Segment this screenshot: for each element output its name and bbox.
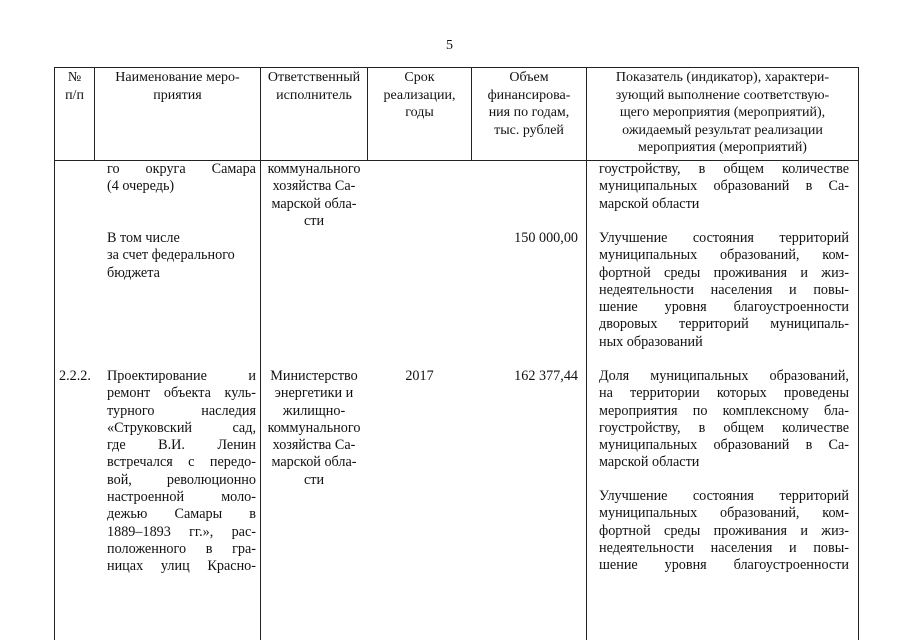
word: 1889–1893 [107,523,171,540]
word: округа [145,161,186,177]
text-line: Объем [509,70,549,85]
text-line: коммунального [267,161,361,177]
justified-line [599,505,849,522]
word: гг.», [189,523,214,540]
word: Проектирование [107,368,207,384]
word: состояния [692,488,754,504]
word: гоустройству, [599,419,681,436]
word: вой, [107,471,132,488]
word: населения [710,539,773,556]
word: населения [710,281,773,298]
header-responsible [261,69,367,104]
word: Са- [828,437,849,454]
text-line: ных образований [599,333,703,350]
word: количестве [782,419,849,436]
text-line: Ответственный [267,70,361,85]
word: проживания [713,264,787,281]
row3-indicator-improvement [599,488,849,574]
word: революционно [166,471,256,488]
text-line: хозяйства Са- [272,178,356,195]
word: Самара [211,161,256,177]
word: повы- [813,539,849,556]
word: в [805,437,813,454]
word: передо- [209,454,256,471]
row1-responsible [261,161,367,230]
word: муниципальных [599,437,698,454]
word: моло- [221,489,256,506]
justified-line [599,557,849,574]
word: проживания [713,522,787,539]
text-line: хозяйства Са- [272,437,356,454]
justified-line [599,178,849,195]
word: недеятельности [599,539,694,556]
word: муниципальных [599,178,698,195]
word: образований, [769,368,849,384]
word: образований, [720,505,800,522]
word: где [107,437,126,454]
word: Самары [174,506,223,523]
word: жиз- [821,264,849,281]
word: с [188,454,195,471]
word: среды [664,264,701,281]
word: общем [723,419,764,436]
row2-funding: 150 000,00 [514,230,578,246]
word: по [692,402,708,419]
text-line: сти [303,212,325,229]
word: территорий [679,316,749,333]
justified-line [599,540,849,557]
table-header [55,67,858,161]
word: положенного [107,540,187,557]
text-line: п/п [65,87,84,103]
word: территории [630,385,700,402]
text-line: за счет федерального [107,247,235,264]
word: благоустроенности [733,299,849,316]
justified-line [107,420,256,437]
word: гра- [232,540,256,557]
text-line: жилищно- [282,402,346,419]
word: Доля [599,368,630,384]
word: ком- [822,505,849,522]
justified-line [107,368,256,385]
word: в [698,161,706,177]
row3-responsible [261,368,367,489]
word: го [107,161,120,177]
measures-table [54,67,859,640]
word: рас- [231,523,256,540]
word: и [800,264,808,281]
word: в [805,178,813,195]
word: уровня [664,557,707,574]
word: дежью [107,506,148,523]
text-line: тыс. рублей [494,122,564,138]
text-line: зующий выполнение соответствую- [615,87,830,103]
text-line: энергетики и [274,385,354,402]
word: шение [599,299,638,316]
justified-line [599,282,849,299]
word: ком- [822,247,849,264]
word: повы- [813,281,849,298]
word: фортной [599,264,651,281]
justified-line [107,161,256,178]
word: которых [716,385,767,402]
header-name [95,69,260,104]
word: шение [599,557,638,574]
justified-line [599,161,849,178]
text-line: щего мероприятия (мероприятий), [619,105,826,120]
justified-line [599,420,849,437]
text-line: Министерство [270,368,358,384]
row3-name [107,368,256,576]
justified-line [599,265,849,282]
word: в [205,540,213,557]
word: ницах [107,558,144,575]
word: проведены [783,385,849,402]
word: встречался [107,454,173,471]
word: муниципаль- [770,316,849,333]
word: недеятельности [599,281,694,298]
page-number: 5 [446,38,453,53]
word: В.И. [158,437,185,454]
word: на [599,385,613,402]
word: Улучшение [599,488,668,504]
row3-indicator-share [599,368,849,472]
word: мероприятия [599,402,678,419]
word: среды [664,522,701,539]
justified-line [599,316,849,333]
word: «Струковский [107,419,192,436]
word: Красно- [207,558,256,575]
justified-line [107,437,256,454]
justified-line [107,558,256,575]
header-term [368,69,471,122]
justified-line [599,403,849,420]
row3-num: 2.2.2. [59,368,91,384]
word: муниципальных [599,247,698,264]
header-num [55,69,94,104]
justified-line [599,523,849,540]
justified-line [599,488,849,505]
justified-line [107,385,256,402]
text-line: приятия [153,87,202,103]
text-line: годы [405,105,434,120]
text-line: исполнитель [276,87,352,103]
justified-line [107,541,256,558]
row1-name [107,161,256,196]
word: комплексному [722,402,809,419]
word: территорий [779,488,849,504]
header-indicator [587,69,858,157]
header-funding [472,69,586,139]
word: турного [107,402,155,419]
text-line: Наименование меро- [115,70,240,85]
text-line: № [67,70,82,85]
word: образований, [720,247,800,264]
justified-line [107,524,256,541]
word: фортной [599,522,651,539]
justified-line [599,230,849,247]
justified-line [599,368,849,385]
text-line: сти [303,471,325,488]
row1-indicator [599,161,849,213]
word: муниципальных [599,505,698,522]
text-line: марской обла- [271,454,357,471]
word: гоустройству, [599,161,681,177]
row3-funding: 162 377,44 [514,368,578,384]
word: общем [723,161,764,177]
word: образований [713,178,790,195]
word: наследия [201,402,256,419]
word: и [789,281,797,298]
word: Са- [828,178,849,195]
word: куль- [224,385,256,402]
word: настроенной [107,489,185,506]
text-line: (4 очередь) [107,178,175,195]
row3-term: 2017 [405,368,434,384]
word: благоустроенности [733,557,849,574]
text-line: финансирова- [487,87,571,103]
justified-line [599,299,849,316]
text-line: ния по годам, [488,105,570,120]
text-line: марской области [599,195,700,212]
word: бла- [824,402,849,419]
word: Ленин [217,437,256,454]
word: муниципальных [650,368,749,384]
word: в [698,419,706,436]
word: образований [713,437,790,454]
justified-line [599,247,849,264]
word: дворовых [599,316,658,333]
text-line: марской области [599,454,700,471]
text-line: В том числе [107,230,180,246]
justified-line [599,437,849,454]
word: улиц [160,558,190,575]
word: жиз- [821,522,849,539]
text-line: ожидаемый результат реализации [622,122,823,138]
word: и [789,539,797,556]
justified-line [599,385,849,402]
text-line: коммунального [267,419,361,436]
justified-line [107,472,256,489]
word: Улучшение [599,230,668,246]
row2-indicator [599,230,849,351]
word: и [248,368,256,384]
justified-line [107,403,256,420]
word: уровня [664,299,707,316]
word: и [800,522,808,539]
word: состояния [692,230,754,246]
word: сад, [232,419,256,436]
text-line: Срок [404,70,435,85]
text-line: марской обла- [271,195,357,212]
word: ремонт [107,385,151,402]
word: территорий [779,230,849,246]
row2-name [107,230,256,282]
word: в [249,506,256,523]
text-line: бюджета [107,264,160,281]
justified-line [107,454,256,471]
text-line: Показатель (индикатор), характери- [615,70,830,85]
justified-line [107,489,256,506]
justified-line [107,506,256,523]
word: объекта [163,385,211,402]
text-line: реализации, [383,87,456,103]
word: количестве [782,161,849,177]
text-line: мероприятия (мероприятий) [638,140,807,155]
